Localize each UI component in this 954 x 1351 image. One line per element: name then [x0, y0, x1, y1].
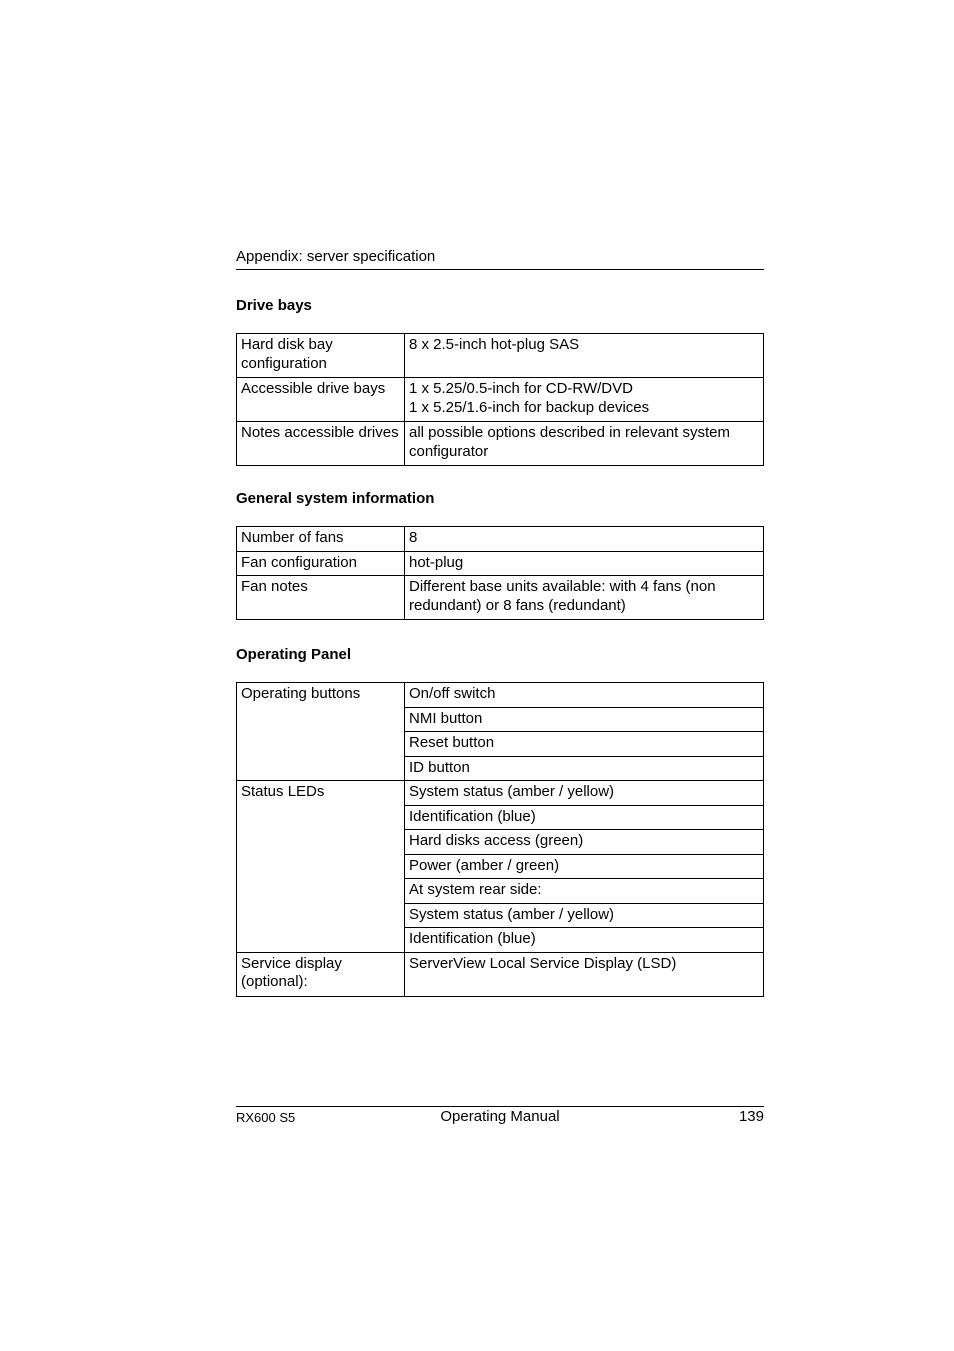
spec-value: Identification (blue)	[405, 805, 764, 830]
spec-key: Service display (optional):	[237, 952, 405, 996]
table-row	[237, 551, 764, 576]
general-system-information-table	[236, 526, 764, 620]
table-row	[237, 334, 764, 378]
spec-value	[405, 378, 764, 422]
spec-value: System status (amber / yellow)	[405, 781, 764, 806]
spec-value: ServerView Local Service Display (LSD)	[405, 952, 764, 996]
header-rule	[236, 269, 764, 270]
spec-value: 8	[405, 527, 764, 552]
operating-panel-table	[236, 682, 764, 997]
spec-value: ID button	[405, 756, 764, 781]
section-title-drive-bays: Drive bays	[236, 297, 312, 314]
running-header: Appendix: server specification	[236, 248, 436, 265]
spec-value: Different base units available: with 4 fans (non redundant) or 8 fans (redundant)	[405, 576, 764, 620]
spec-value: 8 x 2.5-inch hot-plug SAS	[405, 334, 764, 378]
spec-key: Fan configuration	[237, 551, 405, 576]
table-row	[237, 422, 764, 466]
table-row	[237, 378, 764, 422]
spec-key: Notes accessible drives	[237, 422, 405, 466]
spec-value: Hard disks access (green)	[405, 830, 764, 855]
spec-value: Power (amber / green)	[405, 854, 764, 879]
section-title-general-system-information: General system information	[236, 490, 435, 507]
table-row	[237, 781, 764, 806]
spec-key: Accessible drive bays	[237, 378, 405, 422]
spec-key: Number of fans	[237, 527, 405, 552]
spec-value: NMI button	[405, 707, 764, 732]
drive-bays-table	[236, 333, 764, 466]
spec-key: Hard disk bay configuration	[237, 334, 405, 378]
spec-key: Fan notes	[237, 576, 405, 620]
spec-value-line: 1 x 5.25/1.6-inch for backup devices	[409, 398, 650, 416]
spec-value: At system rear side:	[405, 879, 764, 904]
spec-value-line: 1 x 5.25/0.5-inch for CD-RW/DVD	[409, 380, 633, 397]
section-title-operating-panel: Operating Panel	[236, 646, 352, 663]
spec-key: Operating buttons	[237, 683, 405, 781]
footer-model: RX600 S5	[236, 1110, 296, 1125]
page-number: 139	[738, 1108, 764, 1125]
footer-rule	[236, 1106, 764, 1107]
table-row	[237, 576, 764, 620]
table-row	[237, 952, 764, 996]
spec-value: hot-plug	[405, 551, 764, 576]
spec-value: all possible options described in relevant system configurator	[405, 422, 764, 466]
spec-value: Reset button	[405, 732, 764, 757]
spec-key: Status LEDs	[237, 781, 405, 953]
footer-manual-title: Operating Manual	[440, 1108, 560, 1125]
spec-value: Identification (blue)	[405, 928, 764, 953]
table-row	[237, 527, 764, 552]
spec-value: On/off switch	[405, 683, 764, 708]
table-row	[237, 683, 764, 708]
spec-value: System status (amber / yellow)	[405, 903, 764, 928]
